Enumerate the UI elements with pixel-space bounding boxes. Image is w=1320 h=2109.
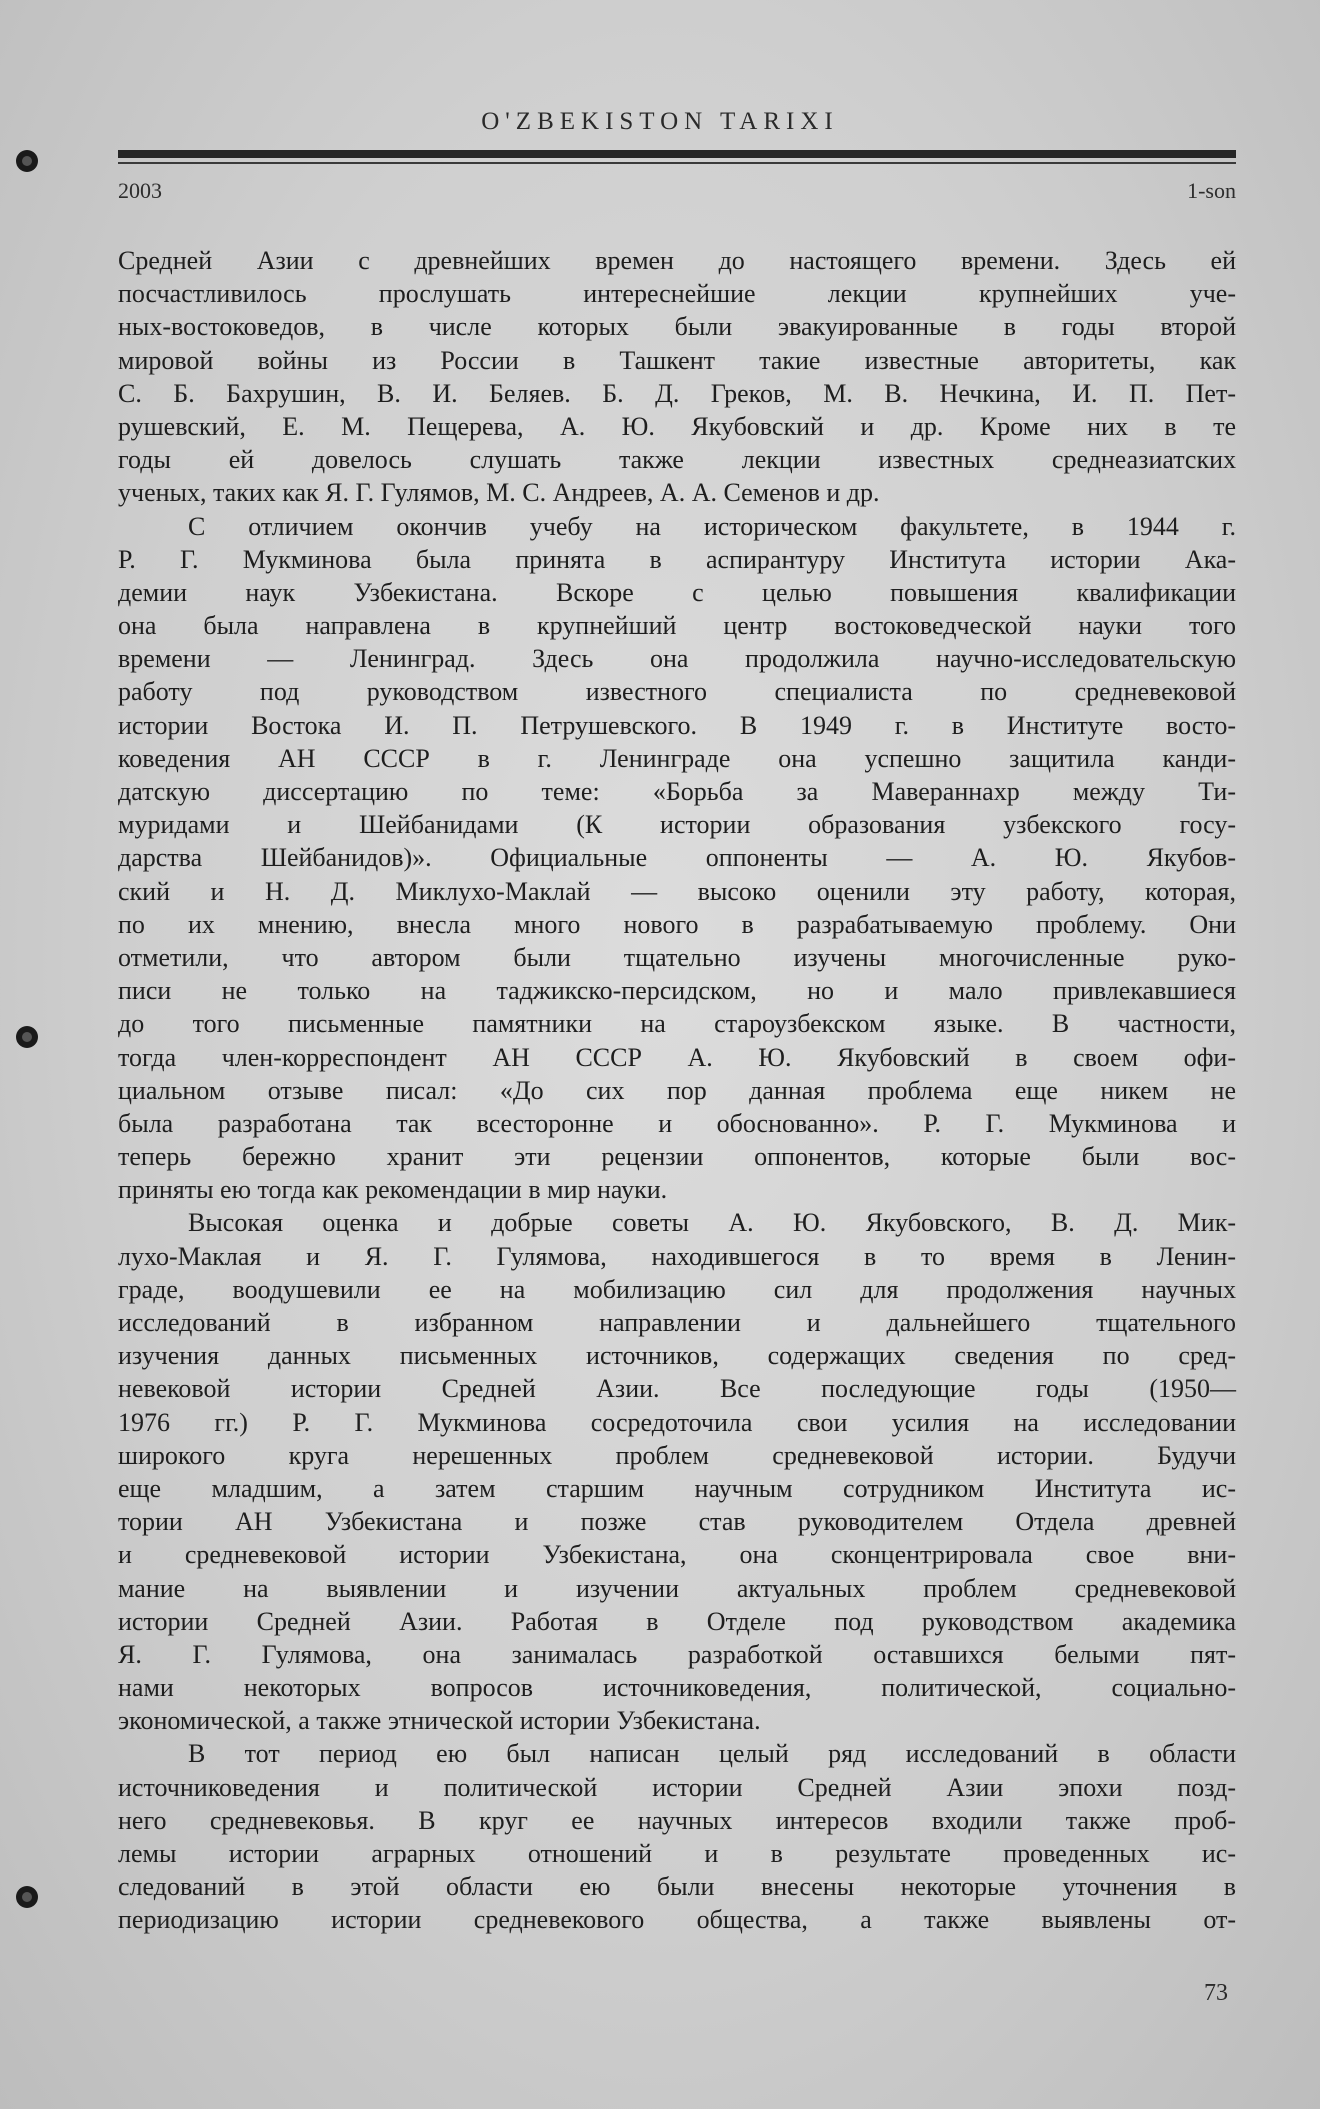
text-line: лухо-Маклая и Я. Г. Гулямова, находившегося в то время в Ленин- [118, 1241, 1236, 1271]
text-line: невековой истории Средней Азии. Все последующие годы (1950— [118, 1374, 1236, 1404]
text-line: циальном отзыве писал: «До сих пор данная проблема еще никем не [118, 1075, 1236, 1105]
text-line: мировой войны из России в Ташкент такие известные авторитеты, как [118, 345, 1236, 375]
text-line: истории Средней Азии. Работая в Отделе под руководством академика [118, 1606, 1236, 1636]
text-line: нами некоторых вопросов источниковедения, политической, социально- [118, 1673, 1236, 1703]
page-number: 73 [1204, 1980, 1228, 2006]
text-line: широкого круга нерешенных проблем средневековой истории. Будучи [118, 1440, 1236, 1470]
text-line: писи не только на таджикско-персидском, но и мало привлекавшиеся [118, 976, 1236, 1006]
issue-number: 1-son [1187, 178, 1236, 203]
text-line: теперь бережно хранит эти рецензии оппонентов, которые были вос- [118, 1142, 1236, 1172]
text-line: экономической, а также этнической истории Узбекистана. [118, 1706, 761, 1736]
text-line: приняты ею тогда как рекомендации в мир науки. [118, 1175, 668, 1205]
text-line: истории Востока И. П. Петрушевского. В 1949 г. в Институте восто- [118, 710, 1236, 740]
text-line: была разработана так всесторонне и обоснованно». Р. Г. Мукминова и [118, 1108, 1236, 1138]
text-line: граде, воодушевили ее на мобилизацию сил для продолжения научных [118, 1274, 1236, 1304]
text-line: Я. Г. Гулямова, она занималась разработкой оставшихся белыми пят- [118, 1639, 1236, 1669]
text-line: годы ей довелось слушать также лекции известных среднеазиатских [118, 445, 1236, 475]
text-line: С. Б. Бахрушин, В. И. Беляев. Б. Д. Греков, М. В. Нечкина, И. П. Пет- [118, 378, 1236, 408]
paragraph-first-line: Высокая оценка и добрые советы А. Ю. Якубовского, В. Д. Мик- [188, 1208, 1236, 1238]
paragraph-first-line: С отличием окончив учебу на историческом факультете, в 1944 г. [188, 511, 1236, 541]
punch-hole [16, 1026, 38, 1048]
text-line: изучения данных письменных источников, содержащих сведения по сред- [118, 1341, 1236, 1371]
text-line: него средневековья. В круг ее научных интересов входили также проб- [118, 1805, 1236, 1835]
text-line: еще младшим, а затем старшим научным сотрудником Института ис- [118, 1473, 1236, 1503]
text-line: отметили, что автором были тщательно изучены многочисленные руко- [118, 942, 1236, 972]
text-line: посчастливилось прослушать интереснейшие лекции крупнейших уче- [118, 279, 1236, 309]
text-line: коведения АН СССР в г. Ленинграде она успешно защитила канди- [118, 743, 1236, 773]
text-line: тории АН Узбекистана и позже став руководителем Отдела древней [118, 1507, 1236, 1537]
journal-title: O'ZBEKISTON TARIXI [481, 108, 839, 135]
text-line: времени — Ленинград. Здесь она продолжила научно-исследовательскую [118, 644, 1236, 674]
header-rule-thick [118, 150, 1236, 158]
article-body [118, 244, 1236, 1937]
text-line: ных-востоковедов, в числе которых были эвакуированные в годы второй [118, 312, 1236, 342]
punch-hole [16, 150, 38, 172]
text-line: Р. Г. Мукминова была принята в аспирантуру Института истории Ака- [118, 544, 1236, 574]
text-line: и средневековой истории Узбекистана, она сконцентрировала свое вни- [118, 1540, 1236, 1570]
text-line: муридами и Шейбанидами (К истории образования узбекского госу- [118, 810, 1236, 840]
text-line: исследований в избранном направлении и дальнейшего тщательного [118, 1308, 1236, 1337]
text-line: она была направлена в крупнейший центр востоковедческой науки того [118, 611, 1236, 641]
text-line: по их мнению, внесла много нового в разрабатываемую проблему. Они [118, 909, 1236, 939]
issue-year: 2003 [118, 178, 162, 203]
text-line: мание на выявлении и изучении актуальных проблем средневековой [118, 1573, 1236, 1603]
text-line: дарства Шейбанидов)». Официальные оппоненты — А. Ю. Якубов- [118, 843, 1236, 873]
text-line: следований в этой области ею были внесены некоторые уточнения в [118, 1872, 1236, 1902]
text-line: тогда член-корреспондент АН СССР А. Ю. Якубовский в своем офи- [118, 1042, 1236, 1072]
text-line: демии наук Узбекистана. Вскоре с целью повышения квалификации [118, 577, 1236, 607]
text-line: ученых, таких как Я. Г. Гулямов, М. С. Андреев, А. А. Семенов и др. [118, 478, 880, 508]
text-line: датскую диссертацию по теме: «Борьба за Мавераннахр между Ти- [118, 777, 1236, 806]
text-line: ский и Н. Д. Миклухо-Маклай — высоко оценили эту работу, которая, [118, 876, 1236, 906]
punch-hole [16, 1886, 38, 1908]
text-line: периодизацию истории средневекового общества, а также выявлены от- [118, 1905, 1236, 1935]
header-rule-thin [118, 162, 1236, 164]
text-line: лемы истории аграрных отношений и в результате проведенных ис- [118, 1839, 1236, 1868]
paragraph-first-line: В тот период ею был написан целый ряд исследований в области [188, 1739, 1236, 1769]
text-line: рушевский, Е. М. Пещерева, А. Ю. Якубовский и др. Кроме них в те [118, 411, 1236, 441]
text-line: источниковедения и политической истории Средней Азии эпохи позд- [118, 1772, 1236, 1802]
text-line: Средней Азии с древнейших времен до настоящего времени. Здесь ей [118, 246, 1236, 275]
text-line: до того письменные памятники на староузбекском языке. В частности, [118, 1009, 1236, 1039]
text-line: работу под руководством известного специалиста по средневековой [118, 677, 1236, 707]
text-line: 1976 гг.) Р. Г. Мукминова сосредоточила свои усилия на исследовании [118, 1407, 1236, 1437]
